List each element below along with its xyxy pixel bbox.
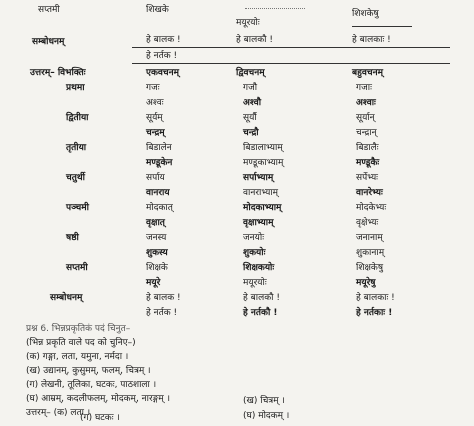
vibhakti-label: प्रथमा [66,83,85,93]
vibhakti-label: चतुर्थी [66,173,85,183]
vibhakti-label: सम्बोधनम् [50,293,83,303]
question-item: (घ) आम्रम्, कदलीफलम्, मोदकम्, नारङ्गम् । [26,394,171,404]
top-c2: शिखके [146,5,169,15]
bahuvachana-cell: वृक्षेभ्यः [356,218,379,228]
ekavachana-cell: जनस्य [146,233,167,243]
ekavachana-cell: सर्पाय [146,173,165,183]
ekavachana-cell: हे नर्तक ! [146,308,178,318]
bahuvachana-cell: शुकानाम् [356,248,385,258]
dvivachana-cell: अश्वौ [243,98,262,108]
bahuvachana-cell: अश्वाः [356,98,376,108]
dvivachana-cell: वृक्षाभ्याम् [243,218,274,228]
header-ekavachana: एकवचनम् [146,68,179,78]
dash [245,8,305,9]
bahuvachana-cell: हे नर्तकाः ! [356,308,393,318]
top-sambodhana: सम्बोधनम् [32,37,65,47]
bahuvachana-cell: बिडालैः [356,143,379,153]
ekavachana-cell: वृक्षात् [146,218,165,228]
dvivachana-cell: जनयोः [243,233,265,243]
question-item: (क) गङ्गा, लता, यमुना, नर्मदा । [26,352,129,362]
bahuvachana-cell: जनानाम् [356,233,383,243]
question-subtitle: (भिन्न प्रकृति वाले पद को चुनिए–) [26,338,136,348]
vibhakti-label: सप्तमी [66,263,88,273]
bahuvachana-cell: मोदकेभ्यः [356,203,387,213]
vibhakti-label: षष्ठी [66,233,79,243]
dvivachana-cell: वानराभ्याम् [243,188,279,198]
dvivachana-cell: मण्डूकाभ्याम् [243,158,284,168]
top-c2c: हे नर्तक ! [146,51,178,61]
ekavachana-cell: सूर्यम् [146,113,163,123]
answer-a: उत्तरम्– (क) लता । [26,408,91,418]
bahuvachana-cell: गजाः [356,83,372,93]
top-c3b: हे बालकौ ! [236,35,273,45]
dvivachana-cell: मोदकाभ्याम् [243,203,282,213]
dvivachana-cell: बिडालाभ्याम् [243,143,283,153]
ekavachana-cell: मयूरे [146,278,161,288]
dvivachana-cell: मयूरयोः [243,278,267,288]
vibhakti-label: पञ्चमी [66,203,89,213]
dvivachana-cell: शुकयोः [243,248,266,258]
bahuvachana-cell: वानरेभ्यः [356,188,383,198]
answer-d: (घ) मोदकम् । [243,411,290,421]
dvivachana-cell: सूर्यौ [243,113,257,123]
ekavachana-cell: मण्डूकेन [146,158,173,168]
bahuvachana-cell: सर्पेभ्यः [356,173,378,183]
ekavachana-cell: वानराय [146,188,170,198]
top-c4: शिशकेषु [352,9,379,19]
top-c3: मयूरयोः [236,18,260,28]
dvivachana-cell: चन्द्रौ [243,128,259,138]
bahuvachana-cell: मयूरेषु [356,278,376,288]
ekavachana-cell: शुकस्य [146,248,168,258]
ekavachana-cell: गजः [146,83,160,93]
rule [352,26,412,27]
bahuvachana-cell: हे बालकाः ! [356,293,395,303]
top-c4b: हे बालकाः ! [352,35,391,45]
bahuvachana-cell: चन्द्रान् [356,128,377,138]
bahuvachana-cell: मण्डूकैः [356,158,380,168]
rule [132,63,450,64]
rule [132,47,450,48]
answer-b: (ख) चित्रम् । [243,396,285,406]
bahuvachana-cell: सूर्यान् [356,113,375,123]
top-c2b: हे बालक ! [146,35,181,45]
dvivachana-cell: सर्पाभ्याम् [243,173,274,183]
header-vibhakti: उत्तरम्– विभक्तिः [30,68,86,78]
ekavachana-cell: मोदकात् [146,203,173,213]
answer-c: (ग) घटकः । [80,413,120,423]
question-item: (ग) लेखनी, तूलिका, घटकः, पाठशाला । [26,380,157,390]
bahuvachana-cell: शिक्षकेषु [356,263,384,273]
ekavachana-cell: शिक्षके [146,263,168,273]
ekavachana-cell: हे बालक ! [146,293,181,303]
dvivachana-cell: शिक्षकयोः [243,263,275,273]
ekavachana-cell: बिडालेन [146,143,172,153]
header-bahuvachana: बहुवचनम् [352,68,384,78]
question-item: (ख) उद्यानम्, कुसुमम्, फलम्, चित्रम् । [26,366,151,376]
vibhakti-label: तृतीया [66,143,87,153]
dvivachana-cell: हे बालकौ ! [243,293,280,303]
header-dvivachana: द्विवचनम् [236,68,265,78]
dvivachana-cell: गजौ [243,83,258,93]
ekavachana-cell: अश्वः [146,98,164,108]
top-saptami: सप्तमी [38,5,60,15]
dvivachana-cell: हे नर्तकौ ! [243,308,278,318]
question-title: प्रश्न 6. भिन्नप्रकृतिकं पदं चिनुत– [26,324,131,334]
vibhakti-label: द्वितीया [66,113,89,123]
ekavachana-cell: चन्द्रम् [146,128,165,138]
